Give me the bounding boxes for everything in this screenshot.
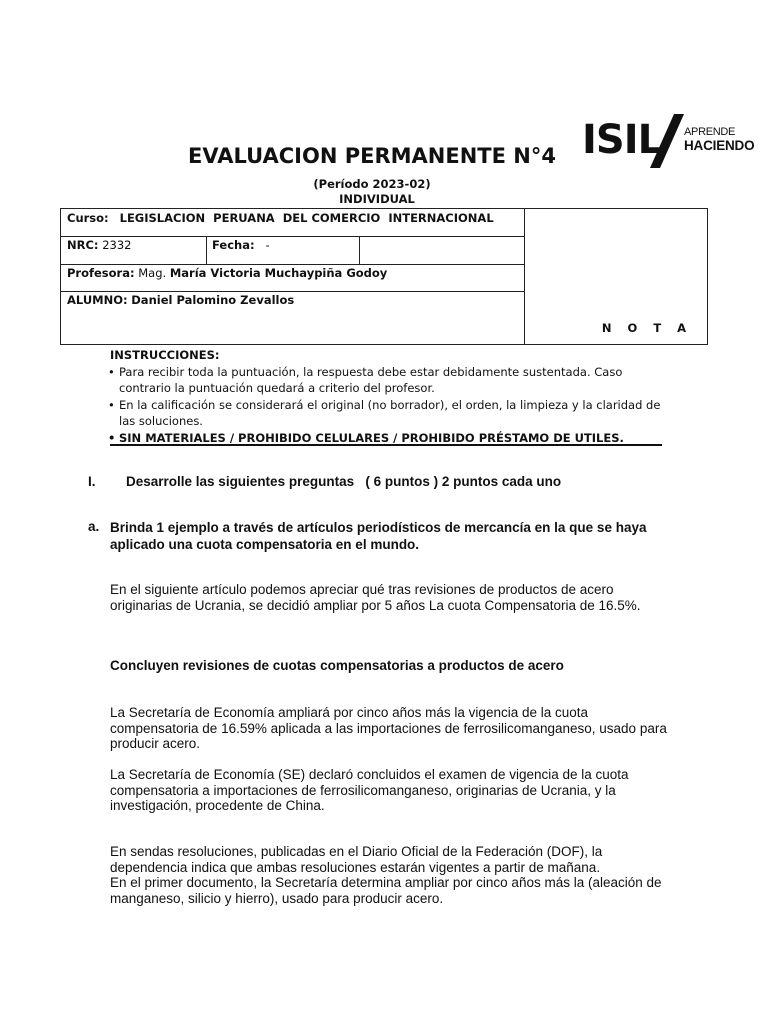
alumno-row [67,293,294,307]
instruction-item [110,397,665,430]
article-title: Concluyen revisiones de cuotas compensatorias a productos de acero [110,658,564,673]
fecha-label: Fecha: [212,238,255,252]
article-paragraph: La Secretaría de Economía (SE) declaró concluidos el examen de vigencia de la cuota compensatoria a importaciones de ferrosilicomanganeso, originarias de Ucrania, y la investigación, procedente de China. [110,767,629,813]
nrc-value: 2332 [102,238,132,252]
curso-label: Curso: [67,211,109,225]
article-paragraph: En sendas resoluciones, publicadas en el Diario Oficial de la Federación (DOF), la dependencia indica que ambas resoluciones estarán vigentes a partir de mañana. [110,844,603,875]
info-table [60,208,708,345]
nrc-label: NRC: [67,238,99,252]
nota-label: N O T A [601,321,693,335]
instructions-divider [110,444,662,446]
curso-row [67,211,494,225]
page-title: EVALUACION PERMANENTE N°4 [188,144,556,168]
profesora-row [67,266,387,280]
logo-tagline-2: HACIENDO [684,138,755,153]
bullet-icon: • [108,430,116,445]
table-divider [61,236,524,237]
alumno-name: Daniel Palomino Zevallos [131,293,295,307]
table-divider [61,291,524,292]
profesora-prefix: Mag. [138,266,167,280]
article-paragraph: La Secretaría de Economía ampliará por cinco años más la vigencia de la cuota compensatoria de 16.59% aplicada a las importaciones de ferrosilicomanganeso, usado para producir acero. [110,705,667,751]
instructions-block [110,347,665,446]
profesora-name: María Victoria Muchaypiña Godoy [169,266,388,280]
section-numeral: I. [88,474,96,489]
bullet-icon: • [108,397,115,412]
fecha-row [212,238,270,252]
bullet-icon: • [108,364,115,379]
answer-intro: En el siguiente artículo podemos apreciar qué tras revisiones de productos de acero originarias de Ucrania, se decidió ampliar por 5 años La cuota Compensatoria de 16.5%. [110,582,641,613]
nrc-row [67,238,131,252]
fecha-value: - [265,238,270,252]
profesora-label: Profesora: [67,266,135,280]
article-paragraph: En el primer documento, la Secretaría determina ampliar por cinco años más la (aleación de manganeso, silicio y hierro), usado para producir acero. [110,875,662,906]
table-divider [359,236,360,264]
instruction-text: En la calificación se considerará el original (no borrador), el orden, la limpieza y la claridad de las soluciones. [119,397,661,428]
logo-brand: ISIL [582,117,663,163]
curso-value: LEGISLACION PERUANA DEL COMERCIO INTERNACIONAL [119,211,494,225]
mode-subtitle: INDIVIDUAL [339,192,415,206]
table-divider [524,209,525,344]
question-text: Brinda 1 ejemplo a través de artículos periodísticos de mercancía en la que se haya aplicado una cuota compensatoria en el mundo. [110,520,647,552]
instruction-item [110,364,665,397]
instruction-text: Para recibir toda la puntuación, la respuesta debe estar debidamente sustentada. Caso contrario la puntuación quedará a criterio del profesor. [119,364,623,395]
period-subtitle: (Período 2023-02) [313,177,431,191]
section-heading: Desarrolle las siguientes preguntas ( 6 puntos ) 2 puntos cada uno [126,474,562,489]
logo-tagline-1: APRENDE [684,126,736,138]
table-divider [206,236,207,264]
table-divider [61,264,524,265]
question-letter: a. [88,519,100,534]
instruction-text: SIN MATERIALES / PROHIBIDO CELULARES / PROHIBIDO PRÉSTAMO DE UTILES. [119,430,624,445]
instructions-heading: INSTRUCCIONES: [110,348,220,362]
alumno-label: ALUMNO: [67,293,128,307]
